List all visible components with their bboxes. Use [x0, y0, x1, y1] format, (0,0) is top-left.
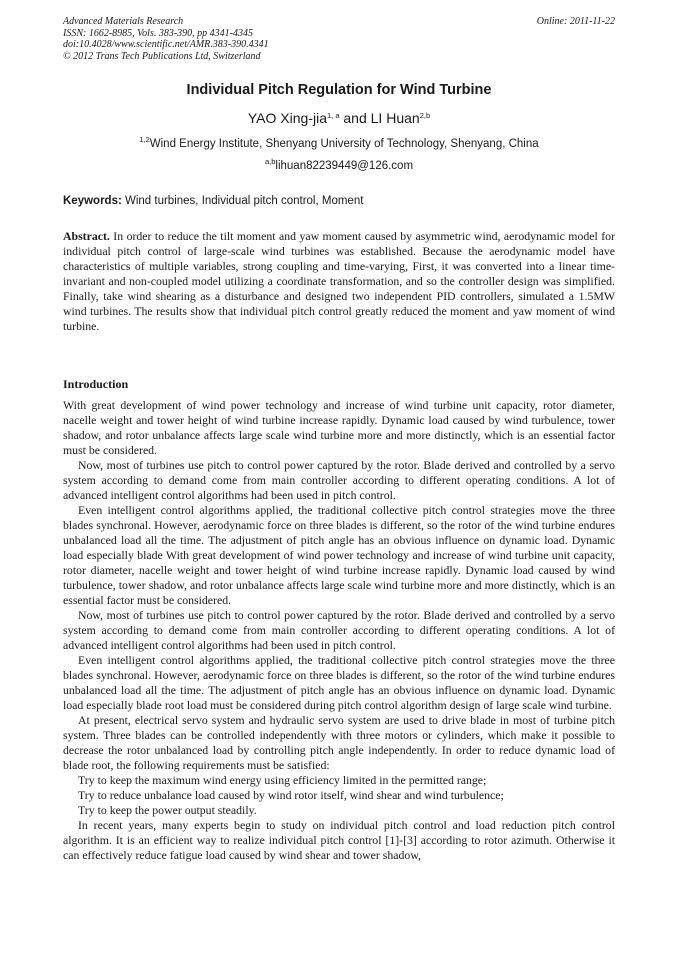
paragraph: With great development of wind power technology and increase of wind turbine unit capacity, rotor diameter, nacelle weight and tower height of wind turbine increase rapidly. Dynamic load caused by wind turbulence, tower shadow, and rotor unbalance affects large scale wind turbine more and more distinctly, which is an essential factor must be considered. — [63, 398, 615, 457]
copyright: © 2012 Trans Tech Publications Ltd, Switzerland — [63, 50, 261, 62]
affiliation-superscript: 1,2 — [139, 135, 150, 144]
author-1: YAO Xing-jia — [247, 110, 327, 126]
paragraph: In recent years, many experts begin to study on individual pitch control and load reduction pitch control algorithm. It is an efficient way to realize individual pitch control [1]-[3] according to rotor azimuth. Otherwise it can effectively reduce fatigue load caused by wind shear and tower shadow, — [63, 818, 615, 862]
author-2-superscript: 2,b — [419, 111, 431, 120]
author-1-superscript: 1, a — [326, 111, 340, 120]
online-date: Online: 2011-11-22 — [536, 16, 615, 27]
abstract — [63, 229, 615, 334]
affiliation-text: Wind Energy Institute, Shenyang University of Technology, Shenyang, China — [149, 138, 539, 150]
author-2: LI Huan — [370, 110, 420, 126]
journal-name: Advanced Materials Research — [63, 16, 184, 27]
paper-title: Individual Pitch Regulation for Wind Turbine — [186, 82, 492, 98]
abstract-label: Abstract. — [63, 229, 110, 243]
email-line — [0, 157, 678, 172]
keywords — [63, 195, 615, 207]
introduction-body — [63, 398, 615, 863]
author-line — [0, 110, 678, 126]
journal-header — [63, 16, 615, 62]
paragraph: Now, most of turbines use pitch to control power captured by the rotor. Blade derived and controlled by a servo system according to demand come from main controller according to different operating conditions. A lot of advanced intelligent control algorithms had been used in pitch control. — [63, 608, 615, 652]
keywords-label: Keywords: — [63, 195, 122, 207]
paragraph: Even intelligent control algorithms applied, the traditional collective pitch control strategies move the three blades synchronal. However, aerodynamic force on three blades is different, so the rotor of the wind turbine endures unbalanced load all the time. The adjustment of pitch angle has an obvious influence on dynamic load. Dynamic load especially blade With great development of wind power technology and increase of wind turbine unit capacity, rotor diameter, nacelle weight and tower height of wind turbine increase rapidly. Dynamic load caused by wind turbulence, tower shadow, and rotor unbalance affects large scale wind turbine more and more distinctly, which is an essential factor must be considered. — [63, 503, 615, 607]
paragraph: Now, most of turbines use pitch to control power captured by the rotor. Blade derived and controlled by a servo system according to demand come from main controller according to different operating conditions. A lot of advanced intelligent control algorithms had been used in pitch control. — [63, 458, 615, 502]
issn: ISSN: 1662-8985, Vols. 383-390, pp 4341-4345 — [63, 27, 253, 39]
abstract-text: In order to reduce the tilt moment and yaw moment caused by asymmetric wind, aerodynamic model for individual pitch control of large-scale wind turbines was established. Because the aerodynamic model have characteristics of multiple variables, strong coupling and time-varying, First, it was converted into a linear time-invariant and non-coupled model utilizing a coordinate transformation, and so the controller design was simplified. Finally, take wind shearing as a disturbance and designed two independent PID controllers, simulated a 1.5MW wind turbines. The results show that individual pitch control greatly reduced the moment and yaw moment of wind turbine. — [63, 229, 615, 333]
requirement-item: Try to reduce unbalance load caused by wind rotor itself, wind shear and wind turbulence; — [78, 788, 504, 802]
email-superscript: a,b — [264, 157, 276, 166]
keywords-text: Wind turbines, Individual pitch control, Moment — [121, 195, 364, 207]
paragraph: Even intelligent control algorithms applied, the traditional collective pitch control strategies move the three blades synchronal. However, aerodynamic force on three blades is different, so the rotor of the wind turbine endures unbalanced load all the time. The adjustment of pitch angle has an obvious influence on dynamic load. Dynamic load especially blade root load must be considered during pitch control algorithm design of large scale wind turbine. — [63, 653, 615, 712]
requirement-item: Try to keep the maximum wind energy using efficiency limited in the permitted range; — [78, 773, 487, 787]
doi: doi:10.4028/www.scientific.net/AMR.383-390.4341 — [63, 39, 269, 50]
affiliation — [0, 135, 678, 150]
author-connector: and — [339, 110, 371, 126]
requirement-item: Try to keep the power output steadily. — [78, 803, 257, 817]
section-heading-introduction: Introduction — [63, 377, 129, 391]
email-address: lihuan82239449@126.com — [275, 160, 414, 172]
paragraph: At present, electrical servo system and hydraulic servo system are used to drive blade in most of turbine pitch system. Three blades can be controlled independently with three motors or cylinders, which make it possible to decrease the rotor unbalanced load by controlling pitch angle independently. In order to reduce dynamic load of blade root, the following requirements must be satisfied: — [63, 713, 615, 772]
